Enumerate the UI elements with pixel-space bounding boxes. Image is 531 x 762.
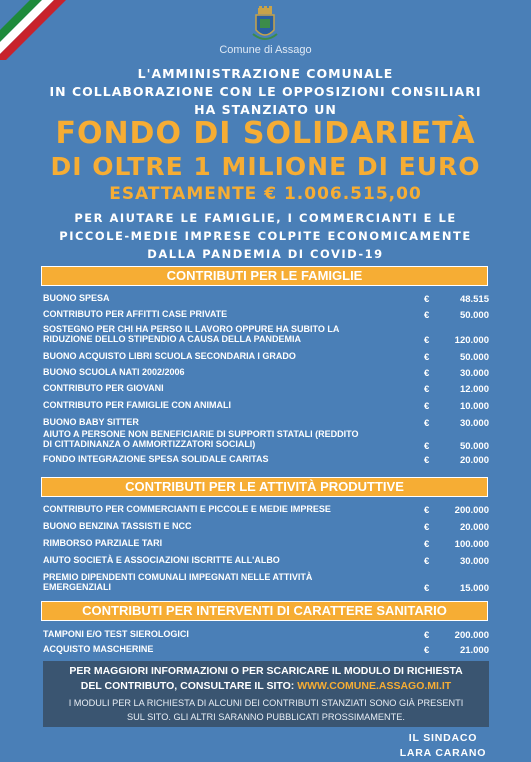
website-link[interactable]: WWW.COMUNE.ASSAGO.MI.IT xyxy=(297,680,452,692)
intro-line-3: HA STANZIATO UN xyxy=(194,102,337,117)
row-label: BUONO BENZINA TASSISTI E NCC xyxy=(43,521,192,531)
row-label: BUONO SCUOLA NATI 2002/2006 xyxy=(43,367,185,377)
row-label: TAMPONI E/O TEST SIEROLOGICI xyxy=(43,629,189,639)
info-line-2 xyxy=(43,680,489,692)
row-amount: 50.000 xyxy=(459,441,489,452)
row-label: BUONO ACQUISTO LIBRI SCUOLA SECONDARIA I GRADO xyxy=(43,351,296,361)
currency-symbol: € xyxy=(424,630,430,641)
row-amount: 50.000 xyxy=(459,352,489,363)
row-amount: 200.000 xyxy=(454,630,489,641)
row-amount: 10.000 xyxy=(459,401,489,412)
currency-symbol: € xyxy=(424,645,430,656)
table-row xyxy=(43,401,489,417)
row-amount: 30.000 xyxy=(459,418,489,429)
currency-symbol: € xyxy=(424,556,430,567)
currency-symbol: € xyxy=(424,539,430,550)
currency-symbol: € xyxy=(424,583,430,594)
table-row xyxy=(43,505,489,521)
row-label: RIMBORSO PARZIALE TARI xyxy=(43,538,163,548)
comune-name: Comune di Assago xyxy=(219,44,312,56)
currency-symbol: € xyxy=(424,418,430,429)
table-row xyxy=(43,645,489,661)
table-row xyxy=(43,429,489,452)
table-row xyxy=(43,384,489,400)
info-line-3: I MODULI PER LA RICHIESTA DI ALCUNI DEI CONTRIBUTI STANZIATI SONO GIÀ PRESENTI xyxy=(68,698,464,708)
table-row xyxy=(43,522,489,538)
info-line-1: PER MAGGIORI INFORMAZIONI O PER SCARICARE IL MODULO DI RICHIESTA xyxy=(69,665,463,677)
table-row xyxy=(43,294,489,310)
row-label: PREMIO DIPENDENTI COMUNALI IMPEGNATI NELLE ATTIVITÀ EMERGENZIALI xyxy=(43,572,313,592)
currency-symbol: € xyxy=(424,368,430,379)
table-row xyxy=(43,556,489,572)
section-header-famiglie: CONTRIBUTI PER LE FAMIGLIE xyxy=(41,266,488,286)
row-label: ACQUISTO MASCHERINE xyxy=(43,644,154,654)
table-row xyxy=(43,572,489,594)
row-label: BUONO BABY SITTER xyxy=(43,417,139,427)
intro-line-1: L'AMMINISTRAZIONE COMUNALE xyxy=(137,66,394,81)
row-amount: 20.000 xyxy=(459,522,489,533)
currency-symbol: € xyxy=(424,401,430,412)
exact-amount: ESATTAMENTE € 1.006.515,00 xyxy=(109,184,422,204)
row-label: CONTRIBUTO PER AFFITTI CASE PRIVATE xyxy=(43,309,228,319)
purpose-line-2: PICCOLE-MEDIE IMPRESE COLPITE ECONOMICAMENTE xyxy=(59,229,472,243)
main-subtitle: DI OLTRE 1 MILIONE DI EURO xyxy=(50,152,481,181)
section-header-attivita-produttive: CONTRIBUTI PER LE ATTIVITÀ PRODUTTIVE xyxy=(41,477,488,497)
row-label: CONTRIBUTO PER COMMERCIANTI E PICCOLE E MEDIE IMPRESE xyxy=(43,504,331,514)
row-amount: 120.000 xyxy=(454,335,489,346)
currency-symbol: € xyxy=(424,522,430,533)
info-box xyxy=(43,661,489,727)
table-row xyxy=(43,455,489,471)
currency-symbol: € xyxy=(424,335,430,346)
row-amount: 30.000 xyxy=(459,368,489,379)
row-amount: 30.000 xyxy=(459,556,489,567)
currency-symbol: € xyxy=(424,505,430,516)
currency-symbol: € xyxy=(424,352,430,363)
signature-name: LARA CARANO xyxy=(399,747,487,759)
currency-symbol: € xyxy=(424,441,430,452)
table-row xyxy=(43,352,489,368)
row-amount: 20.000 xyxy=(459,455,489,466)
municipal-crest-icon xyxy=(248,6,282,44)
purpose-line-3: DALLA PANDEMIA DI COVID-19 xyxy=(147,247,384,261)
row-label: SOSTEGNO PER CHI HA PERSO IL LAVORO OPPURE HA SUBITO LA RIDUZIONE DELLO STIPENDIO A CAUSA DELLA PANDEMIA xyxy=(43,324,340,344)
row-amount: 48.515 xyxy=(459,294,489,305)
row-label: CONTRIBUTO PER FAMIGLIE CON ANIMALI xyxy=(43,400,231,410)
table-row xyxy=(43,368,489,384)
table-row xyxy=(43,324,489,346)
row-amount: 12.000 xyxy=(459,384,489,395)
row-amount: 21.000 xyxy=(459,645,489,656)
currency-symbol: € xyxy=(424,310,430,321)
intro-line-2: IN COLLABORAZIONE CON LE OPPOSIZIONI CONSILIARI xyxy=(49,84,482,99)
info-line-4: SUL SITO. GLI ALTRI SARANNO PUBBLICATI PROSSIMAMENTE. xyxy=(127,712,405,722)
row-label: BUONO SPESA xyxy=(43,293,110,303)
currency-symbol: € xyxy=(424,294,430,305)
row-label: AIUTO SOCIETÀ E ASSOCIAZIONI ISCRITTE ALL'ALBO xyxy=(43,555,280,565)
row-amount: 200.000 xyxy=(454,505,489,516)
table-row xyxy=(43,539,489,555)
row-label: CONTRIBUTO PER GIOVANI xyxy=(43,383,164,393)
row-label: AIUTO A PERSONE NON BENEFICIARIE DI SUPPORTI STATALI (REDDITO DI CITTADINANZA O AMMORTIZZATORI SOCIALI) xyxy=(43,429,359,449)
row-amount: 100.000 xyxy=(454,539,489,550)
info-line-2-prefix: DEL CONTRIBUTO, CONSULTARE IL SITO: xyxy=(80,680,298,692)
currency-symbol: € xyxy=(424,455,430,466)
row-amount: 50.000 xyxy=(459,310,489,321)
section-header-sanitario: CONTRIBUTI PER INTERVENTI DI CARATTERE SANITARIO xyxy=(41,601,488,621)
purpose-line-1: PER AIUTARE LE FAMIGLIE, I COMMERCIANTI E LE xyxy=(74,211,457,225)
row-label: FONDO INTEGRAZIONE SPESA SOLIDALE CARITAS xyxy=(43,454,269,464)
row-amount: 15.000 xyxy=(459,583,489,594)
currency-symbol: € xyxy=(424,384,430,395)
signature-role: IL SINDACO xyxy=(408,732,478,744)
main-title: FONDO DI SOLIDARIETÀ xyxy=(55,116,476,151)
